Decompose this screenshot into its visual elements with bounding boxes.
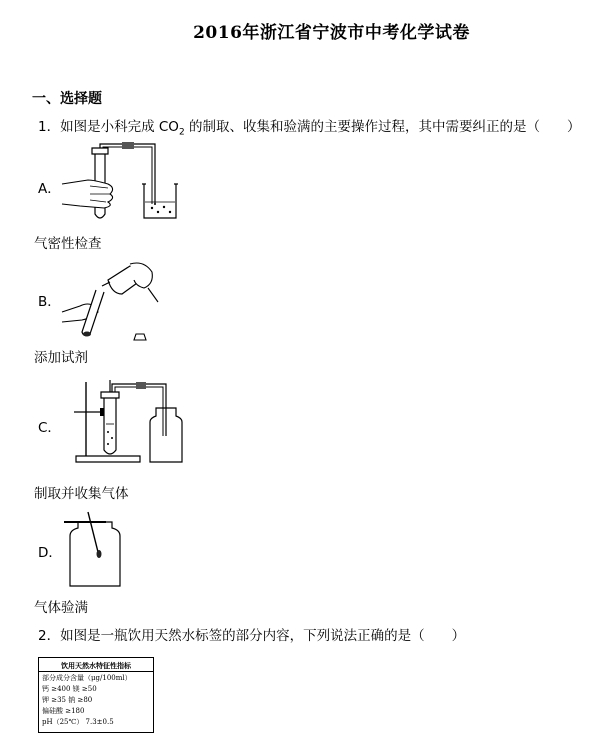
- label-row-4: pH（25℃） 7.3±0.5: [42, 718, 114, 726]
- option-c-caption: 制取并收集气体: [34, 486, 129, 502]
- section-heading: 一、选择题: [32, 91, 102, 107]
- question-2: 2．如图是一瓶饮用天然水标签的部分内容，下列说法正确的是（ ）: [38, 628, 466, 644]
- option-a-letter: A．: [38, 181, 61, 197]
- label-sub-heading: 部分成分含量（μg/100ml）: [42, 674, 132, 682]
- label-row-2: 钾 ≥35 钠 ≥80: [42, 696, 93, 704]
- option-d-caption: 气体验满: [34, 600, 88, 616]
- question-1: [38, 118, 580, 142]
- option-d-letter: D．: [38, 545, 62, 561]
- label-heading: 饮用天然水特征性指标: [39, 660, 153, 672]
- question-1-prefix: 1．如图是小科完成 CO: [38, 119, 179, 135]
- option-b-letter: B．: [38, 294, 61, 310]
- label-row-3: 偏硅酸 ≥180: [42, 707, 85, 715]
- option-a-caption: 气密性检查: [34, 236, 102, 252]
- option-c-letter: C．: [38, 420, 61, 436]
- label-row-1: 钙 ≥400 镁 ≥50: [42, 685, 97, 693]
- option-c-figure: [70, 378, 190, 466]
- question-1-subscript: 2: [178, 127, 185, 138]
- option-a-figure: [60, 142, 190, 224]
- option-b-caption: 添加试剂: [34, 350, 88, 366]
- question-1-suffix: 的制取、收集和验满的主要操作过程，其中需要纠正的是（ ）: [184, 119, 581, 135]
- water-label: [38, 657, 154, 733]
- option-b-figure: [60, 262, 160, 344]
- option-d-figure: [62, 510, 132, 590]
- page-title: 2016年浙江省宁波市中考化学试卷: [193, 23, 470, 43]
